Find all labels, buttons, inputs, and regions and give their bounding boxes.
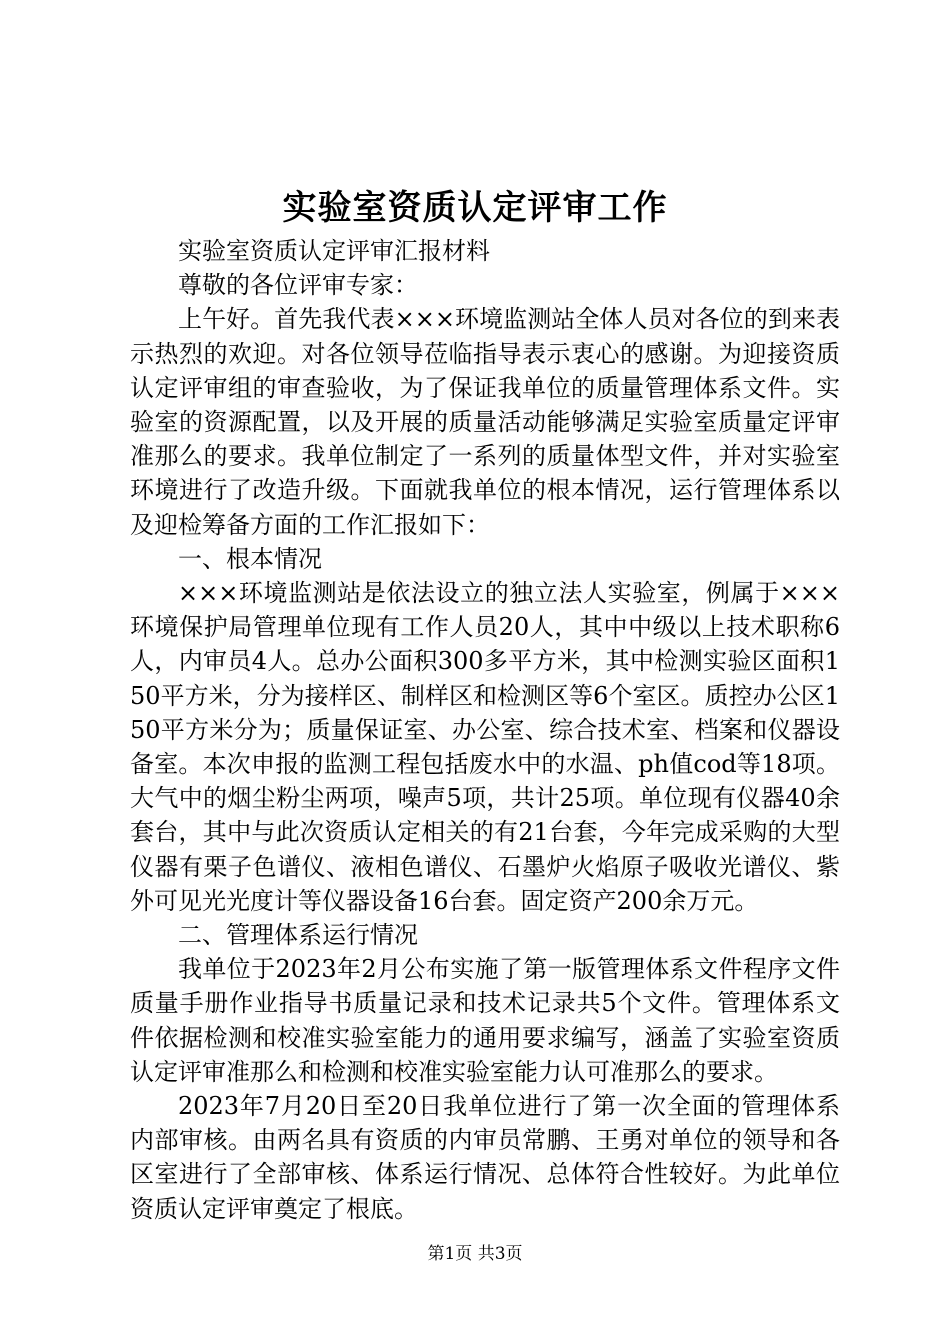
- document-body: [130, 234, 840, 1226]
- document-title: 实验室资质认定评审工作: [282, 188, 668, 228]
- paragraph-management-system: 我单位于2023年2月公布实施了第一版管理体系文件程序文件质量手册作业指导书质量记录和技术记录共5个文件。管理体系文件依据检测和校准实验室能力的通用要求编写，涵盖了实验室资质认定评审准那么和检测和校准实验室能力认可准那么的要求。: [130, 955, 840, 1086]
- section-heading-basic-situation: 一、根本情况: [178, 544, 322, 573]
- paragraph-report-heading: 实验室资质认定评审汇报材料: [178, 237, 490, 265]
- paragraph-internal-audit: 2023年7月20日至20日我单位进行了第一次全面的管理体系内部审核。由两名具有资质的内审员常鹏、王勇对单位的领导和各区室进行了全部审核、体系运行情况、总体符合性较好。为此单位资质认定评审奠定了根底。: [130, 1092, 840, 1223]
- paragraph-basic-situation: ×××环境监测站是依法设立的独立法人实验室，例属于×××环境保护局管理单位现有工作人员20人，其中中级以上技术职称6人，内审员4人。总办公面积300多平方米，其中检测实验区面积150平方米，分为接样区、制样区和检测区等6个室区。质控办公区150平方米分为；质量保证室、办公室、综合技术室、档案和仪器设备室。本次申报的监测工程包括废水中的水温、ph值cod等18项。大气中的烟尘粉尘两项，噪声5项，共计25项。单位现有仪器40余套台，其中与此次资质认定相关的有21台套，今年完成采购的大型仪器有栗子色谱仪、液相色谱仪、石墨炉火焰原子吸收光谱仪、紫外可见光光度计等仪器设备16台套。固定资产200余万元。: [130, 579, 840, 915]
- paragraph-salutation: 尊敬的各位评审专家：: [178, 271, 418, 300]
- section-heading-management-system: 二、管理体系运行情况: [178, 921, 418, 950]
- paragraph-opening: 上午好。首先我代表×××环境监测站全体人员对各位的到来表示热烈的欢迎。对各位领导莅临指导表示衷心的感谢。为迎接资质认定评审组的审查验收，为了保证我单位的质量管理体系文件。实验室的资源配置，以及开展的质量活动能够满足实验室质量定评审准那么的要求。我单位制定了一系列的质量体型文件，并对实验室环境进行了改造升级。下面就我单位的根本情况，运行管理体系以及迎检筹备方面的工作汇报如下：: [130, 305, 840, 539]
- page-footer: 第1页 共3页: [427, 1244, 523, 1264]
